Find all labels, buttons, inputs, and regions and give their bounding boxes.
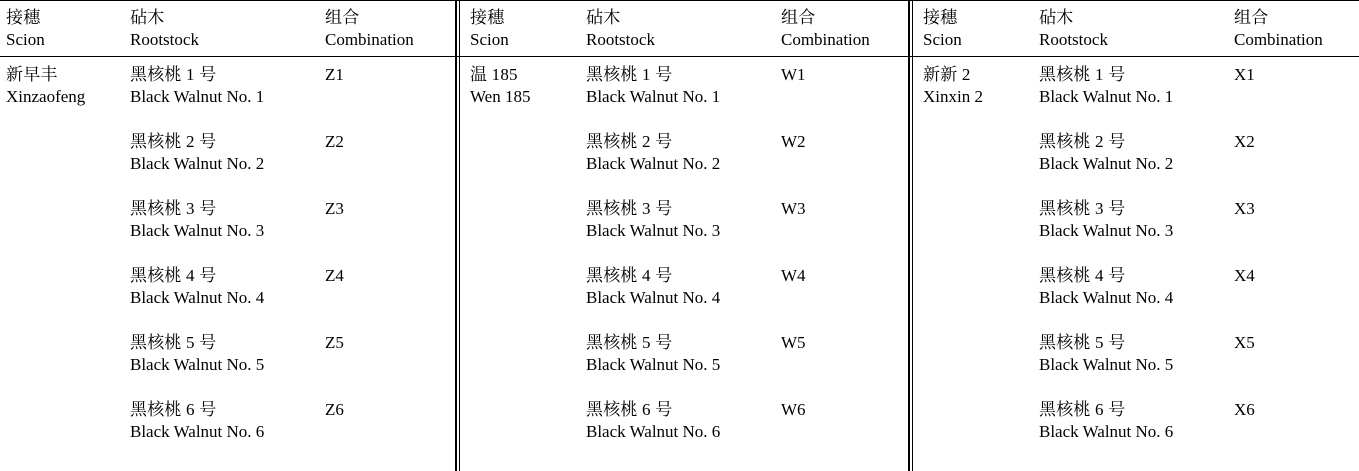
table-panel-2	[455, 0, 908, 471]
rootstock-en: Black Walnut No. 1	[586, 87, 721, 107]
column-header-rootstock-en: Rootstock	[130, 29, 199, 49]
column-header-scion-zh: 接穗	[6, 8, 41, 27]
cell-combination	[1234, 64, 1354, 86]
table-body	[909, 57, 1359, 471]
cell-rootstock	[130, 64, 325, 109]
cell-rootstock	[130, 198, 325, 243]
table-body	[0, 57, 455, 471]
rootstock-en: Black Walnut No. 4	[586, 288, 721, 308]
combination-code: X1	[1234, 64, 1255, 84]
cell-rootstock	[1039, 131, 1234, 176]
combination-code: X5	[1234, 332, 1255, 352]
cell-combination	[1234, 131, 1354, 153]
column-header-combination-en: Combination	[781, 29, 870, 49]
rootstock-en: Black Walnut No. 2	[586, 154, 721, 174]
cell-rootstock	[1039, 265, 1234, 310]
combination-code: Z6	[325, 399, 344, 419]
rootstock-zh: 黑核桃 4 号	[1039, 265, 1126, 285]
combination-code: Z1	[325, 64, 344, 84]
rootstock-zh: 黑核桃 2 号	[130, 131, 217, 151]
column-header-rootstock	[130, 7, 325, 51]
cell-rootstock	[586, 131, 781, 176]
column-header-scion-en: Scion	[470, 29, 509, 49]
rootstock-zh: 黑核桃 4 号	[586, 265, 673, 285]
scion-name-zh: 温 185	[470, 64, 518, 84]
column-header-rootstock	[1039, 7, 1234, 51]
rootstock-zh: 黑核桃 2 号	[1039, 131, 1126, 151]
combination-code: W5	[781, 332, 806, 352]
table-row	[909, 399, 1359, 466]
cell-rootstock	[586, 198, 781, 243]
cell-rootstock	[130, 265, 325, 310]
table-row	[456, 131, 908, 198]
rootstock-zh: 黑核桃 3 号	[130, 198, 217, 218]
rootstock-zh: 黑核桃 1 号	[130, 64, 217, 84]
cell-combination	[325, 265, 445, 287]
rootstock-zh: 黑核桃 4 号	[130, 265, 217, 285]
combination-code: Z3	[325, 198, 344, 218]
column-header-combination-zh: 组合	[1234, 8, 1269, 27]
cell-combination	[781, 265, 901, 287]
scion-name-zh: 新新 2	[923, 64, 971, 84]
rootstock-en: Black Walnut No. 6	[130, 422, 265, 442]
cell-combination	[325, 332, 445, 354]
column-header-scion	[0, 7, 130, 51]
column-header-scion	[456, 7, 586, 51]
rootstock-en: Black Walnut No. 3	[586, 221, 721, 241]
column-header-rootstock-en: Rootstock	[1039, 29, 1108, 49]
cell-rootstock	[1039, 64, 1234, 109]
cell-combination	[1234, 332, 1354, 354]
cell-combination	[1234, 399, 1354, 421]
cell-rootstock	[1039, 198, 1234, 243]
combination-code: Z4	[325, 265, 344, 285]
column-header-combination-zh: 组合	[781, 8, 816, 27]
table-row	[0, 332, 455, 399]
scion-name-en: Xinzaofeng	[6, 87, 86, 107]
rootstock-zh: 黑核桃 6 号	[130, 399, 217, 419]
column-header-combination	[1234, 7, 1354, 51]
cell-rootstock	[586, 265, 781, 310]
cell-combination	[325, 198, 445, 220]
combination-code: Z2	[325, 131, 344, 151]
cell-rootstock	[586, 64, 781, 109]
rootstock-zh: 黑核桃 6 号	[586, 399, 673, 419]
cell-combination	[781, 332, 901, 354]
column-header-combination	[781, 7, 901, 51]
cell-combination	[781, 399, 901, 421]
cell-combination	[325, 64, 445, 86]
rootstock-en: Black Walnut No. 3	[1039, 221, 1174, 241]
table-row	[456, 64, 908, 131]
table-row	[0, 265, 455, 332]
table-row	[0, 64, 455, 131]
rootstock-en: Black Walnut No. 4	[1039, 288, 1174, 308]
table-row	[909, 265, 1359, 332]
rootstock-en: Black Walnut No. 6	[1039, 422, 1174, 442]
rootstock-en: Black Walnut No. 1	[1039, 87, 1174, 107]
column-header-rootstock-zh: 砧木	[586, 8, 621, 27]
cell-combination	[1234, 265, 1354, 287]
rootstock-en: Black Walnut No. 2	[130, 154, 265, 174]
cell-combination	[781, 198, 901, 220]
table-row	[0, 198, 455, 265]
cell-rootstock	[130, 399, 325, 444]
cell-scion	[0, 64, 130, 109]
column-header-scion	[909, 7, 1039, 51]
column-header-combination-en: Combination	[325, 29, 414, 49]
column-header-scion-en: Scion	[6, 29, 45, 49]
table-row	[456, 265, 908, 332]
combination-code: X4	[1234, 265, 1255, 285]
rootstock-zh: 黑核桃 3 号	[1039, 198, 1126, 218]
rootstock-en: Black Walnut No. 5	[586, 355, 721, 375]
column-header-rootstock-zh: 砧木	[1039, 8, 1074, 27]
cell-combination	[325, 399, 445, 421]
column-header-scion-en: Scion	[923, 29, 962, 49]
rootstock-zh: 黑核桃 5 号	[130, 332, 217, 352]
combination-code: W4	[781, 265, 806, 285]
combination-code: W3	[781, 198, 806, 218]
table-body	[456, 57, 908, 471]
cell-rootstock	[1039, 399, 1234, 444]
column-header-combination-en: Combination	[1234, 29, 1323, 49]
column-header-rootstock-zh: 砧木	[130, 8, 165, 27]
cell-combination	[781, 131, 901, 153]
combination-code: X6	[1234, 399, 1255, 419]
rootstock-zh: 黑核桃 5 号	[586, 332, 673, 352]
rootstock-zh: 黑核桃 2 号	[586, 131, 673, 151]
combination-code: Z5	[325, 332, 344, 352]
table-row	[456, 198, 908, 265]
cell-scion	[456, 64, 586, 109]
column-header-combination	[325, 7, 445, 51]
scion-name-en: Xinxin 2	[923, 87, 983, 107]
combination-code: X2	[1234, 131, 1255, 151]
column-header-scion-zh: 接穗	[923, 8, 958, 27]
column-header-scion-zh: 接穗	[470, 8, 505, 27]
table-row	[0, 131, 455, 198]
table-row	[456, 332, 908, 399]
rootstock-en: Black Walnut No. 6	[586, 422, 721, 442]
cell-rootstock	[586, 332, 781, 377]
rootstock-en: Black Walnut No. 1	[130, 87, 265, 107]
cell-scion	[909, 64, 1039, 109]
rootstock-en: Black Walnut No. 3	[130, 221, 265, 241]
rootstock-zh: 黑核桃 6 号	[1039, 399, 1126, 419]
cell-rootstock	[586, 399, 781, 444]
column-header-combination-zh: 组合	[325, 8, 360, 27]
cell-rootstock	[130, 131, 325, 176]
rootstock-zh: 黑核桃 3 号	[586, 198, 673, 218]
rootstock-zh: 黑核桃 1 号	[586, 64, 673, 84]
table-row	[456, 399, 908, 466]
table-row	[909, 64, 1359, 131]
combination-code: W2	[781, 131, 806, 151]
table-header-row	[0, 0, 455, 57]
table-row	[909, 131, 1359, 198]
combination-code: W1	[781, 64, 806, 84]
rootstock-en: Black Walnut No. 2	[1039, 154, 1174, 174]
column-header-rootstock	[586, 7, 781, 51]
rootstock-en: Black Walnut No. 5	[130, 355, 265, 375]
column-header-rootstock-en: Rootstock	[586, 29, 655, 49]
cell-rootstock	[1039, 332, 1234, 377]
rootstock-zh: 黑核桃 1 号	[1039, 64, 1126, 84]
table-header-row	[456, 0, 908, 57]
combination-code: X3	[1234, 198, 1255, 218]
table-panel-3	[908, 0, 1359, 471]
rootstock-zh: 黑核桃 5 号	[1039, 332, 1126, 352]
rootstock-en: Black Walnut No. 4	[130, 288, 265, 308]
table-header-row	[909, 0, 1359, 57]
combination-code: W6	[781, 399, 806, 419]
cell-combination	[781, 64, 901, 86]
table-row	[909, 198, 1359, 265]
table-panel-1	[0, 0, 455, 471]
rootstock-en: Black Walnut No. 5	[1039, 355, 1174, 375]
table-row	[0, 399, 455, 466]
scion-name-en: Wen 185	[470, 87, 531, 107]
cell-combination	[1234, 198, 1354, 220]
cell-rootstock	[130, 332, 325, 377]
table-row	[909, 332, 1359, 399]
cell-combination	[325, 131, 445, 153]
scion-name-zh: 新早丰	[6, 64, 58, 84]
